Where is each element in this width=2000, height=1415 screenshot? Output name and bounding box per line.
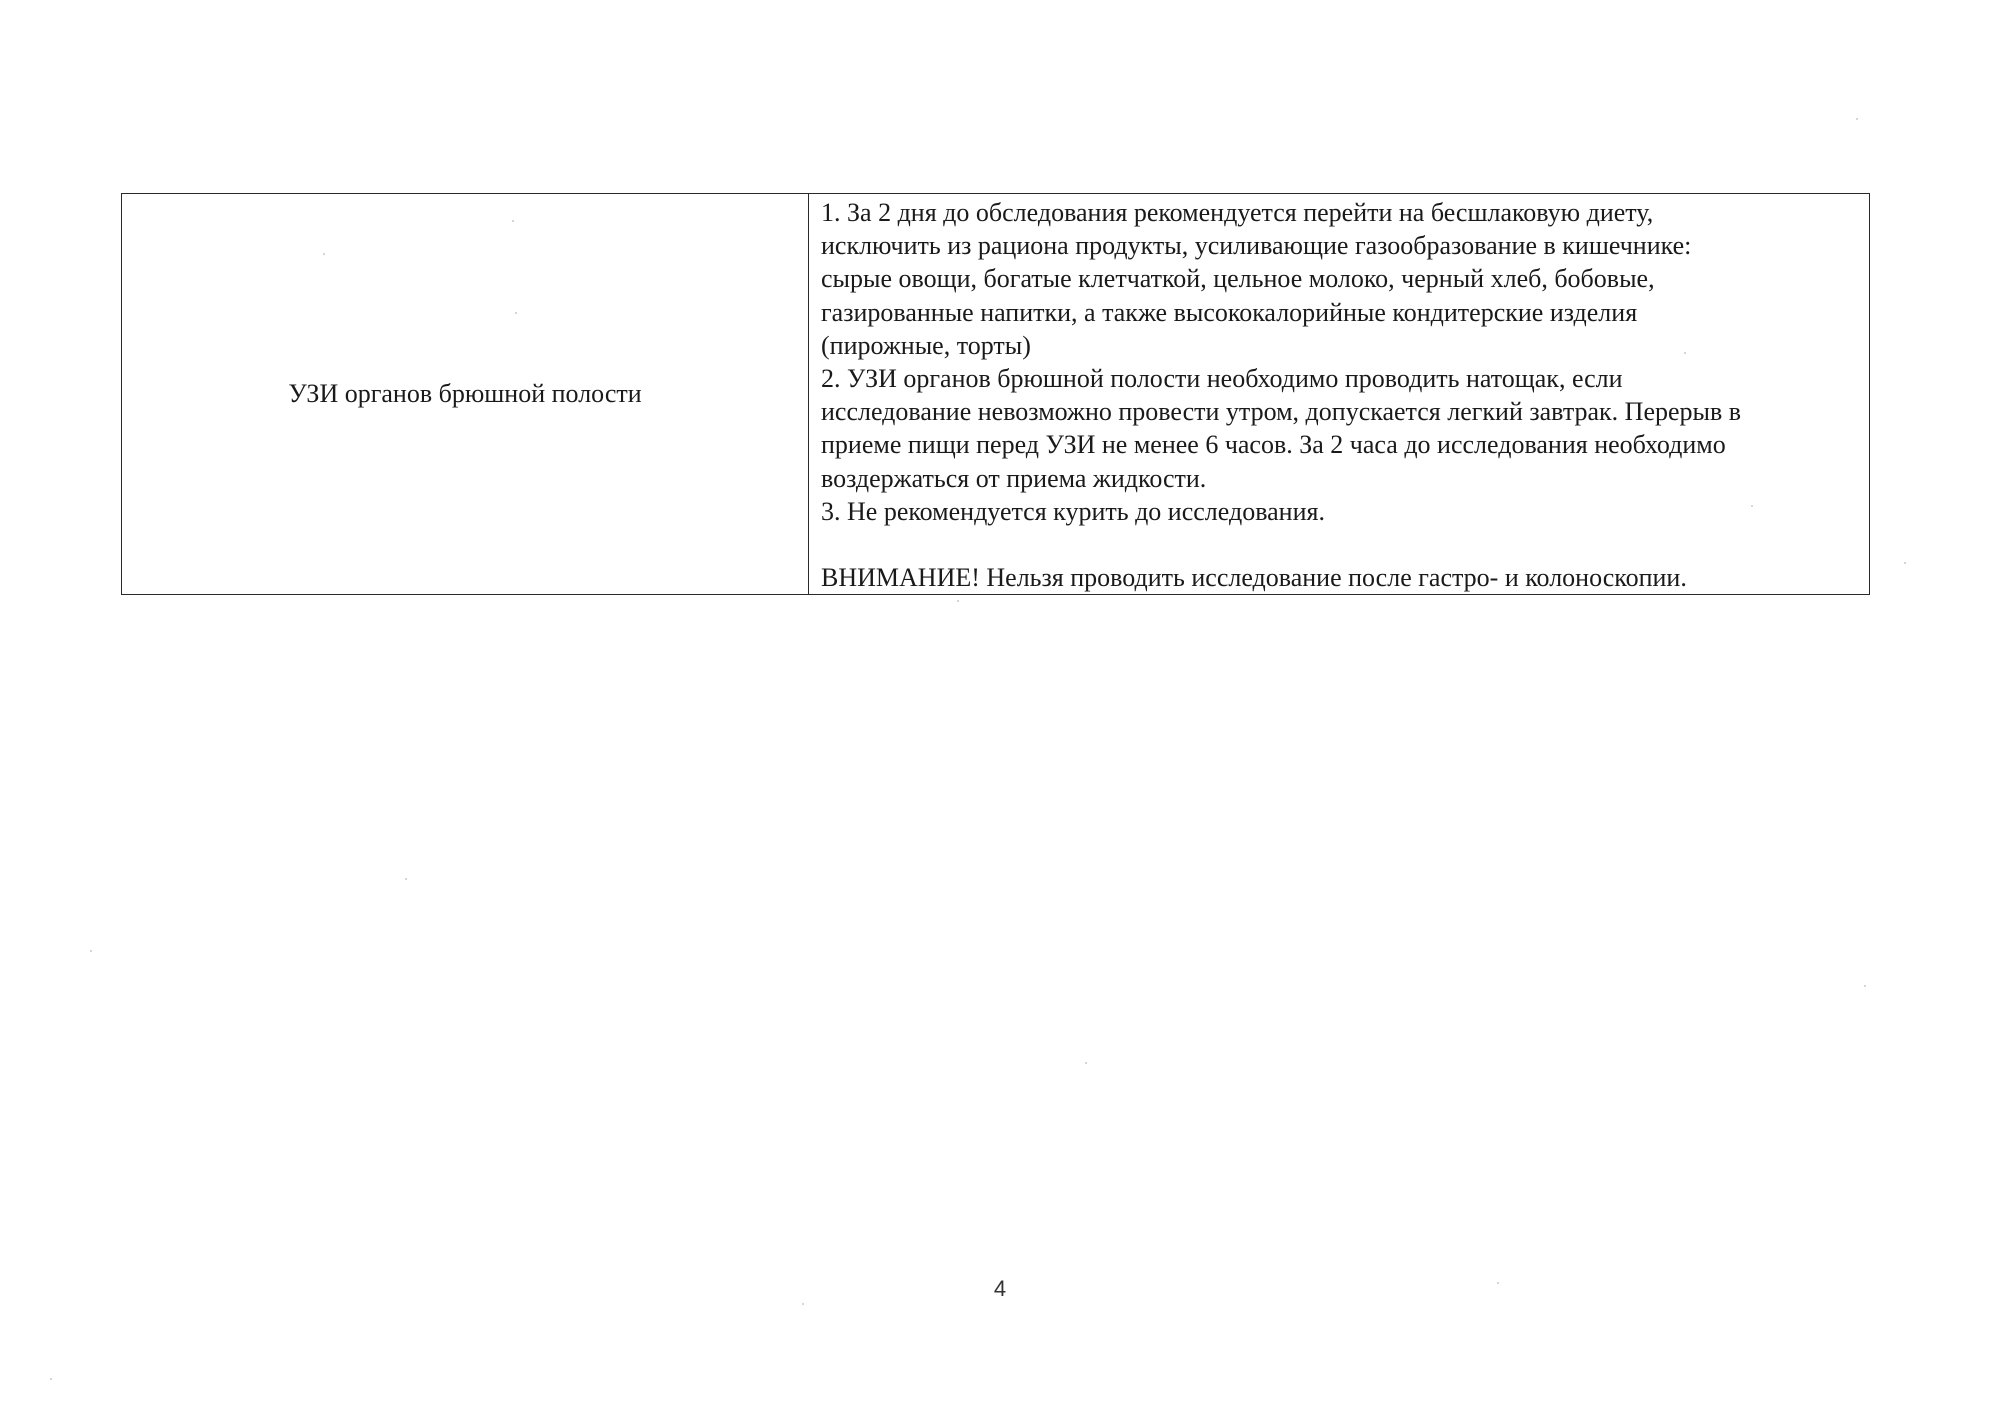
instruction-line: 1. За 2 дня до обследования рекомендуется перейти на бесшлаковую диету, <box>821 198 1654 227</box>
scan-speck <box>1684 352 1686 354</box>
scan-speck <box>515 312 517 314</box>
scan-speck <box>90 950 92 952</box>
table-row <box>122 194 1870 595</box>
scan-speck <box>1751 505 1753 507</box>
scan-speck <box>405 878 407 880</box>
instruction-line: (пирожные, торты) <box>821 330 1031 360</box>
scan-speck <box>323 253 325 255</box>
scan-speck <box>512 220 514 222</box>
scan-speck <box>1856 118 1858 120</box>
procedure-name: УЗИ органов брюшной полости <box>288 379 642 409</box>
instruction-line: сырые овощи, богатые клетчаткой, цельное молоко, черный хлеб, бобовые, <box>821 264 1655 294</box>
instruction-line: исключить из рациона продукты, усиливающие газообразование в кишечнике: <box>821 231 1692 261</box>
scan-speck <box>802 1303 804 1305</box>
scan-speck <box>1904 562 1906 564</box>
instructions-cell <box>809 194 1870 595</box>
instruction-line: 2. УЗИ органов брюшной полости необходимо проводить натощак, если <box>821 364 1623 394</box>
instruction-line: газированные напитки, а также высококалорийные кондитерские изделия <box>821 297 1638 327</box>
page-number: 4 <box>993 1276 1007 1301</box>
scan-speck <box>1864 985 1866 987</box>
preparation-table <box>121 193 1870 595</box>
scan-speck <box>957 600 959 602</box>
instruction-line: исследование невозможно провести утром, допускается легкий завтрак. Перерыв в <box>821 397 1742 427</box>
blank-line <box>821 528 1857 561</box>
instruction-line: приеме пищи перед УЗИ не менее 6 часов. За 2 часа до исследования необходимо <box>821 430 1726 460</box>
scan-speck <box>50 1378 52 1380</box>
instruction-line: воздержаться от приема жидкости. <box>821 463 1207 493</box>
warning-line: ВНИМАНИЕ! Нельзя проводить исследование после гастро- и колоноскопии. <box>821 563 1687 593</box>
procedure-name-cell <box>122 194 809 595</box>
scan-speck <box>1497 1282 1499 1284</box>
scan-speck <box>1085 1062 1087 1064</box>
instruction-line: 3. Не рекомендуется курить до исследования. <box>821 496 1325 526</box>
